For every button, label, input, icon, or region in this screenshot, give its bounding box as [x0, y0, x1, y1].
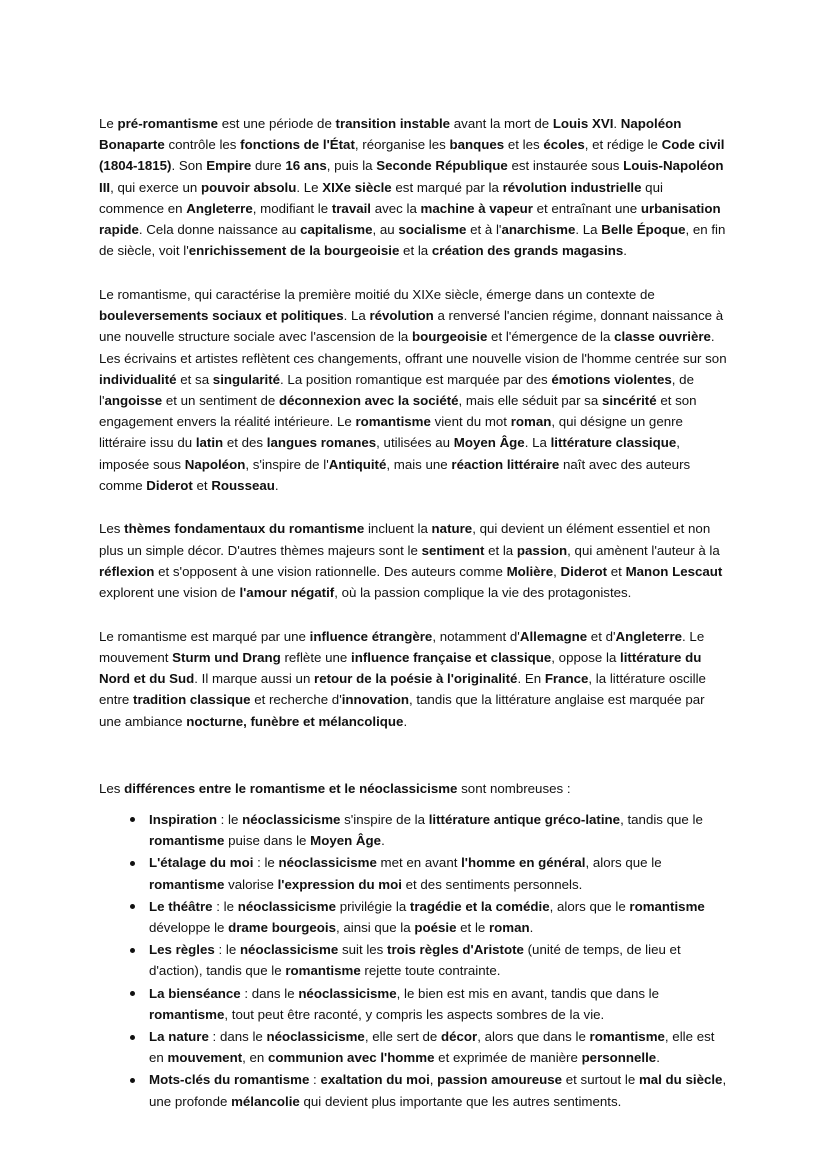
list-item: La nature : dans le néoclassicisme, elle sert de décor, alors que dans le romantisme, elle est en mouvement, en communion avec l'homme et exprimée de manière personnelle.: [149, 1026, 728, 1068]
list-item: Inspiration : le néoclassicisme s'inspire de la littérature antique gréco-latine, tandis que le romantisme puise dans le Moyen Âge.: [149, 809, 728, 851]
list-item: Le théâtre : le néoclassicisme privilégie la tragédie et la comédie, alors que le romantisme développe le drame bourgeois, ainsi que la poésie et le roman.: [149, 896, 728, 938]
section-lead-text: Les différences entre le romantisme et le néoclassicisme sont nombreuses :: [99, 780, 571, 796]
document-body: [99, 113, 728, 1112]
differences-list: [99, 809, 728, 1112]
paragraph: Le pré-romantisme est une période de transition instable avant la mort de Louis XVI. Napoléon Bonaparte contrôle les fonctions de l'État, réorganise les banques et les écoles, et rédige le Code civil (1804-1815). Son Empire dure 16 ans, puis la Seconde République est instaurée sous Louis-Napoléon III, qui exerce un pouvoir absolu. Le XIXe siècle est marqué par la révolution industrielle qui commence en Angleterre, modifiant le travail avec la machine à vapeur et entraînant une urbanisation rapide. Cela donne naissance au capitalisme, au socialisme et à l'anarchisme. La Belle Époque, en fin de siècle, voit l'enrichissement de la bourgeoisie et la création des grands magasins.: [99, 116, 726, 259]
paragraph: Le romantisme, qui caractérise la première moitié du XIXe siècle, émerge dans un contexte de bouleversements sociaux et politiques. La révolution a renversé l'ancien régime, donnant naissance à une nouvelle structure sociale avec l'ascension de la bourgeoisie et l'émergence de la classe ouvrière. Les écrivains et artistes reflètent ces changements, offrant une nouvelle vision de l'homme centrée sur son individualité et sa singularité. La position romantique est marquée par des émotions violentes, de l'angoisse et un sentiment de déconnexion avec la société, mais elle séduit par sa sincérité et son engagement envers la réalité intérieure. Le romantisme vient du mot roman, qui désigne un genre littéraire issu du latin et des langues romanes, utilisées au Moyen Âge. La littérature classique, imposée sous Napoléon, s'inspire de l'Antiquité, mais une réaction littéraire naît avec des auteurs comme Diderot et Rousseau.: [99, 286, 727, 493]
paragraph: Le romantisme est marqué par une influence étrangère, notamment d'Allemagne et d'Angleterre. Le mouvement Sturm und Drang reflète une influence française et classique, oppose la littérature du Nord et du Sud. Il marque aussi un retour de la poésie à l'originalité. En France, la littérature oscille entre tradition classique et recherche d'innovation, tandis que la littérature anglaise est marquée par une ambiance nocturne, funèbre et mélancolique.: [99, 628, 706, 729]
list-item: Les règles : le néoclassicisme suit les trois règles d'Aristote (unité de temps, de lieu et d'action), tandis que le romantisme rejette toute contrainte.: [149, 939, 728, 981]
list-item: L'étalage du moi : le néoclassicisme met en avant l'homme en général, alors que le romantisme valorise l'expression du moi et des sentiments personnels.: [149, 852, 728, 894]
paragraph-list: [99, 113, 728, 732]
section-spacer: [99, 732, 728, 778]
list-item: La bienséance : dans le néoclassicisme, le bien est mis en avant, tandis que dans le romantisme, tout peut être raconté, y compris les aspects sombres de la vie.: [149, 983, 728, 1025]
paragraph: Les thèmes fondamentaux du romantisme incluent la nature, qui devient un élément essentiel et non plus un simple décor. D'autres thèmes majeurs sont le sentiment et la passion, qui amènent l'auteur à la réflexion et s'opposent à une vision rationnelle. Des auteurs comme Molière, Diderot et Manon Lescaut explorent une vision de l'amour négatif, où la passion complique la vie des protagonistes.: [99, 521, 723, 601]
list-item: Mots-clés du romantisme : exaltation du moi, passion amoureuse et surtout le mal du siècle, une profonde mélancolie qui devient plus importante que les autres sentiments.: [149, 1069, 728, 1111]
